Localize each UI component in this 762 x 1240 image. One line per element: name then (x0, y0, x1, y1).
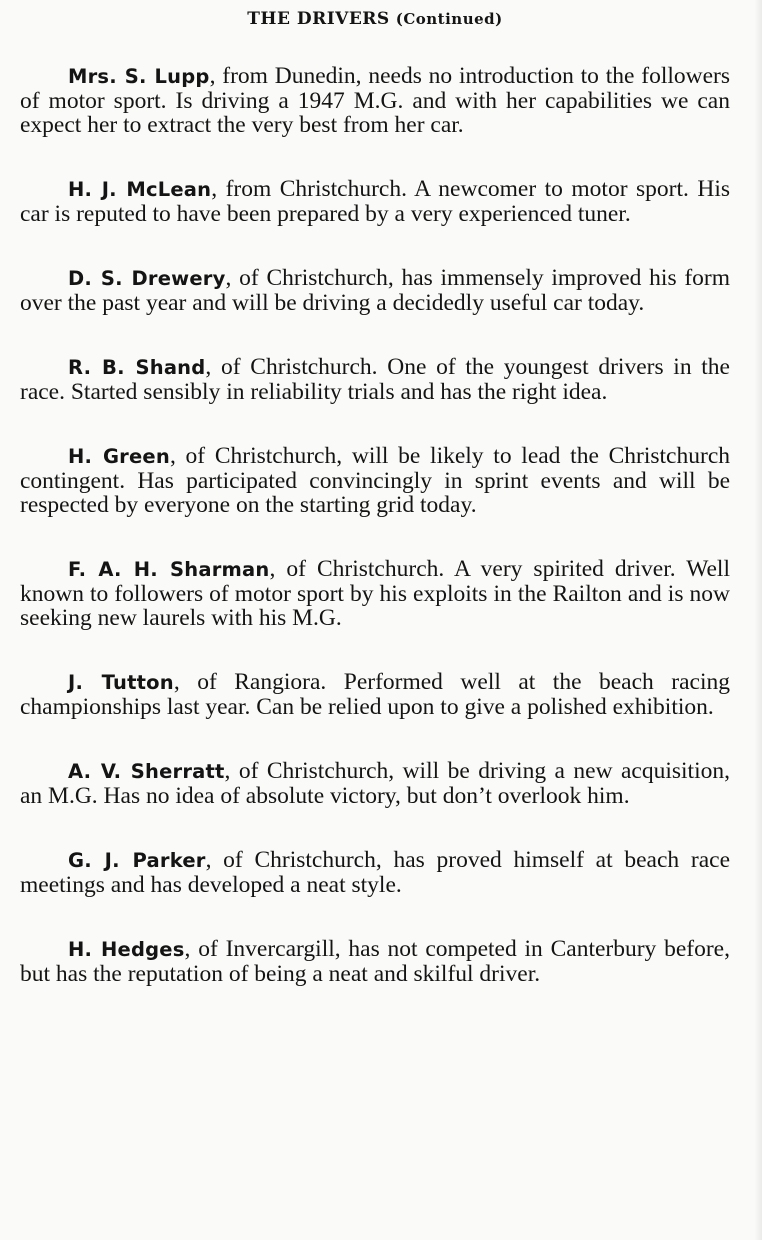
driver-entry-sharman (20, 557, 730, 630)
driver-entry-green (20, 444, 730, 517)
driver-entry-shand (20, 355, 730, 404)
driver-description: , of Christchurch. A very spirited driver. Well known to followers of motor sport by his exploits in the Railton and is now seeking new laurels with his M.G. (20, 556, 730, 631)
page-edge-shadow (754, 0, 762, 1240)
driver-name: F. A. H. Sharman (68, 558, 270, 581)
driver-description: , of Christchurch. One of the youngest drivers in the race. Started sensibly in reliability trials and has the right idea. (20, 354, 730, 405)
driver-name: G. J. Parker (68, 849, 206, 872)
driver-description: , of Christchurch, will be driving a new acquisition, an M.G. Has no idea of absolute victory, but don’t overlook him. (20, 758, 730, 809)
driver-name: J. Tutton (68, 671, 174, 694)
driver-name: H. Green (68, 445, 170, 468)
driver-entry-tutton (20, 670, 730, 719)
driver-description: , of Christchurch, will be likely to lead the Christchurch contingent. Has participated convincingly in sprint events and will be respected by everyone on the starting grid today. (20, 443, 730, 518)
driver-description: , of Rangiora. Performed well at the beach racing championships last year. Can be relied upon to give a polished exhibition. (20, 669, 730, 720)
driver-name: Mrs. S. Lupp (68, 65, 210, 88)
driver-entry-lupp (20, 64, 730, 137)
driver-description: , from Christchurch. A newcomer to motor sport. His car is reputed to have been prepared by a very experienced tuner. (20, 176, 730, 227)
driver-entry-drewery (20, 266, 730, 315)
driver-description: , of Christchurch, has immensely improved his form over the past year and will be driving a decidedly useful car today. (20, 265, 730, 316)
driver-entry-sherratt (20, 759, 730, 808)
driver-name: A. V. Sherratt (68, 760, 225, 783)
driver-name: H. J. McLean (68, 178, 212, 201)
driver-entry-hedges (20, 937, 730, 986)
heading-title: THE DRIVERS (247, 9, 390, 29)
driver-entry-mclean (20, 177, 730, 226)
driver-entry-parker (20, 848, 730, 897)
driver-name: R. B. Shand (68, 356, 206, 379)
driver-name: H. Hedges (68, 938, 185, 961)
driver-description: , of Christchurch, has proved himself at beach race meetings and has developed a neat style. (20, 847, 730, 898)
driver-name: D. S. Drewery (68, 267, 226, 290)
page-heading (20, 8, 730, 30)
driver-description: , from Dunedin, needs no introduction to the followers of motor sport. Is driving a 1947 M.G. and with her capabilities we can expect her to extract the very best from her car. (20, 63, 730, 138)
driver-description: , of Invercargill, has not competed in Canterbury before, but has the reputation of being a neat and skilful driver. (20, 936, 730, 987)
heading-subtitle: (Continued) (395, 10, 503, 28)
